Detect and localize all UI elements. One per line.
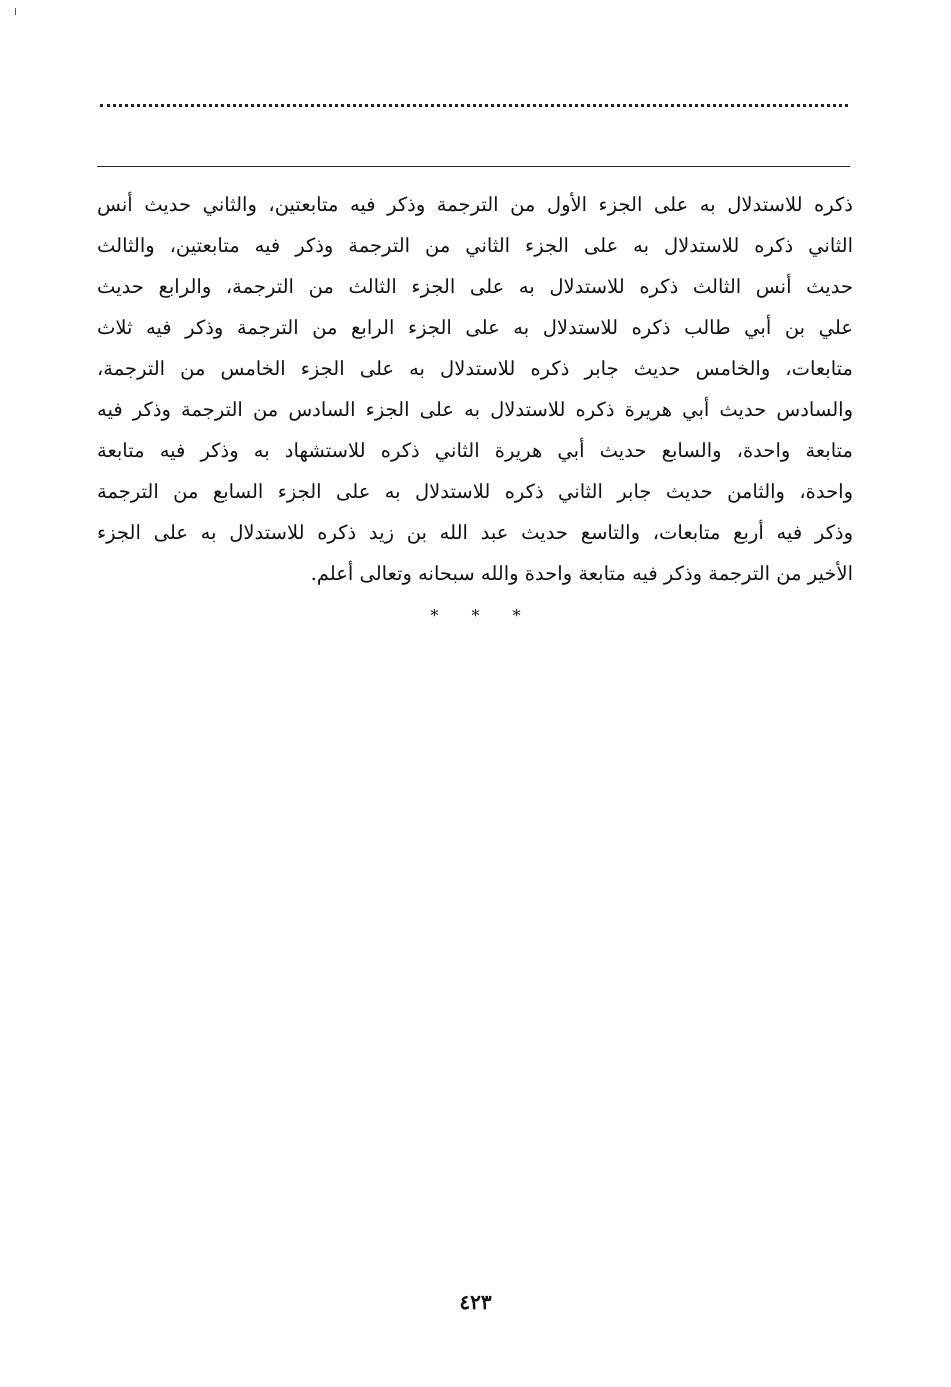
- page-number: ٤٢٣: [459, 1290, 492, 1314]
- dotted-separator: [100, 104, 848, 107]
- text-line: الثاني ذكره للاستدلال به على الجزء الثاني من الترجمة وذكر فيه متابعتين، والثالث: [97, 234, 853, 257]
- asterisk-icon: *: [512, 606, 521, 625]
- asterisk-icon: *: [430, 606, 439, 625]
- text-line: متابعة واحدة، والسابع حديث أبي هريرة الثاني ذكره للاستشهاد به وذكر فيه متابعة: [97, 439, 853, 462]
- text-line-final: الأخير من الترجمة وذكر فيه متابعة واحدة والله سبحانه وتعالى أعلم.: [310, 562, 853, 585]
- text-line: والسادس حديث أبي هريرة ذكره للاستدلال به على الجزء السادس من الترجمة وذكر فيه: [97, 398, 853, 421]
- header-rule: [97, 166, 850, 167]
- body-paragraph: [97, 184, 853, 594]
- text-line: واحدة، والثامن حديث جابر الثاني ذكره للاستدلال به على الجزء السابع من الترجمة: [97, 480, 853, 503]
- scan-mark: [15, 8, 16, 15]
- text-line: ذكره للاستدلال به على الجزء الأول من الترجمة وذكر فيه متابعتين، والثاني حديث أنس: [97, 193, 853, 216]
- text-line: حديث أنس الثالث ذكره للاستدلال به على الجزء الثالث من الترجمة، والرابع حديث: [97, 275, 853, 298]
- section-divider-ornament: [0, 606, 951, 625]
- text-line: متابعات، والخامس حديث جابر ذكره للاستدلال به على الجزء الخامس من الترجمة،: [97, 357, 853, 380]
- asterisk-icon: *: [471, 606, 480, 625]
- text-line: علي بن أبي طالب ذكره للاستدلال به على الجزء الرابع من الترجمة وذكر فيه ثلاث: [97, 316, 853, 339]
- text-line: وذكر فيه أربع متابعات، والتاسع حديث عبد الله بن زيد ذكره للاستدلال به على الجزء: [97, 521, 853, 544]
